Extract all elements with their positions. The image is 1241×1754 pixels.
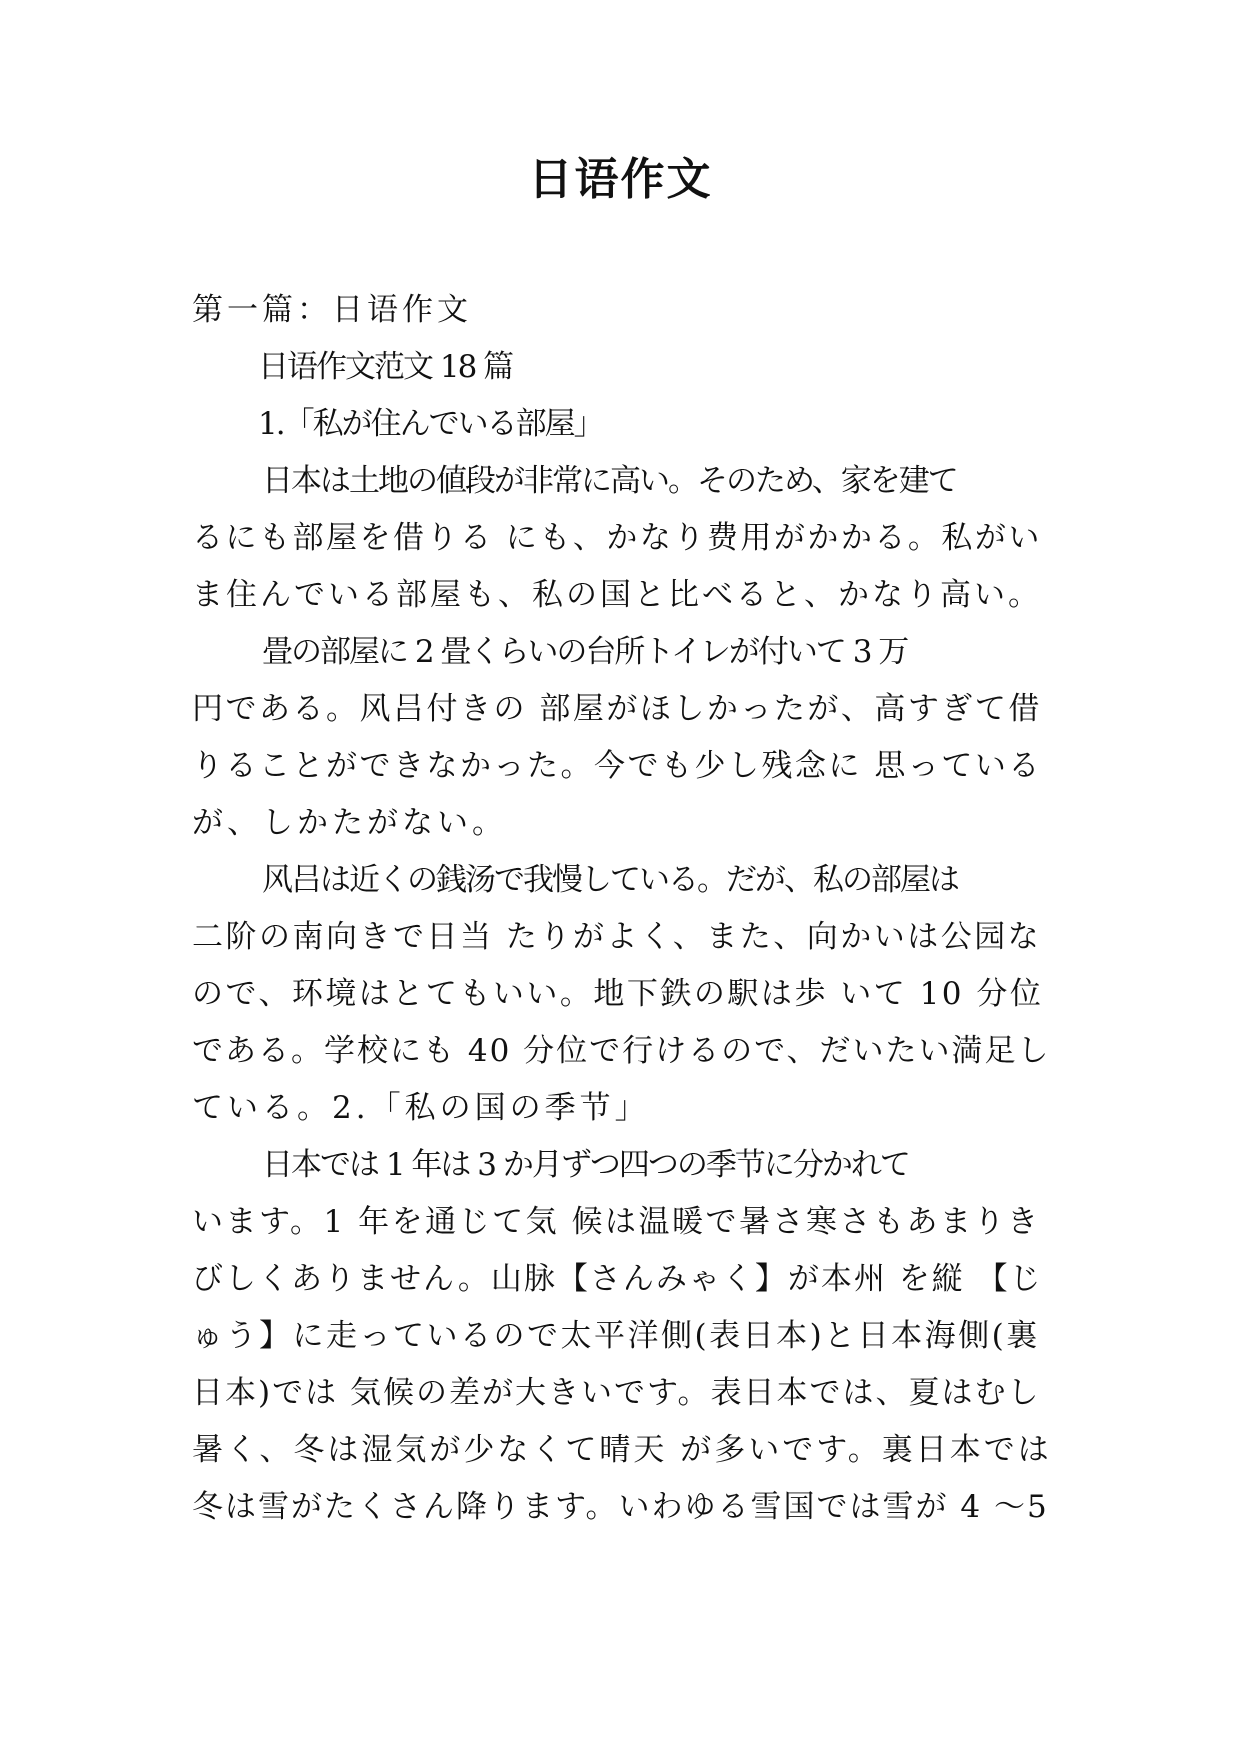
section-title: 1.「私が住んでいる部屋」 (258, 406, 603, 442)
paragraph-line: います。1 年を通じて気 候は温暖で暑さ寒さもあまりき (192, 1204, 1041, 1240)
paragraph-line: 暑く、冬は湿気が少なくて晴天 が多いです。裏日本では (192, 1432, 1052, 1468)
subtitle: 日语作文范文 18 篇 (258, 349, 513, 385)
chapter-heading: 第一篇：日语作文 (192, 292, 472, 328)
paragraph-line: ので、环境はとてもいい。地下鉄の駅は歩 いて 10 分位 (192, 976, 1044, 1012)
paragraph-line: 冬は雪がたくさん降ります。いわゆる雪国では雪が 4 ～5 (192, 1489, 1049, 1525)
paragraph-line: 风吕は近くの銭汤で我慢している。だが、私の部屋は (262, 862, 958, 898)
paragraph-line: 円である。风吕付きの 部屋がほしかったが、高すぎて借 (192, 691, 1042, 727)
paragraph-line: ゅう】に走っているので太平洋側(表日本)と日本海側(裏 (192, 1318, 1040, 1354)
paragraph-line: ている。2.「私の国の季节」 (192, 1090, 650, 1126)
paragraph-line: るにも部屋を借りる にも、かなり费用がかかる。私がい (192, 520, 1042, 556)
paragraph-line: ま住んでいる部屋も、私の国と比べると、かなり高い。 (192, 577, 1042, 613)
paragraph-line: 日本は土地の値段が非常に高い。そのため、家を建て (262, 463, 957, 499)
paragraph-line: が、しかたがない。 (192, 805, 507, 841)
paragraph-line: 畳の部屋に 2 畳くらいの台所トイレが付いて 3 万 (262, 634, 908, 670)
document-title: 日语作文 (528, 154, 713, 205)
paragraph-line: である。学校にも 40 分位で行けるので、だいたい満足し (192, 1033, 1051, 1069)
paragraph-line: 二阶の南向きで日当 たりがよく、また、向かいは公园な (192, 919, 1042, 955)
paragraph-line: びしくありません。山脉【さんみゃく】が本州 を縦 【じ (192, 1261, 1043, 1297)
paragraph-line: りることができなかった。今でも少し残念に 思っている (192, 748, 1042, 784)
paragraph-line: 日本)では 気候の差が大きいです。表日本では、夏はむし (192, 1375, 1041, 1411)
paragraph-line: 日本では 1 年は 3 か月ずつ四つの季节に分かれて (262, 1147, 909, 1183)
